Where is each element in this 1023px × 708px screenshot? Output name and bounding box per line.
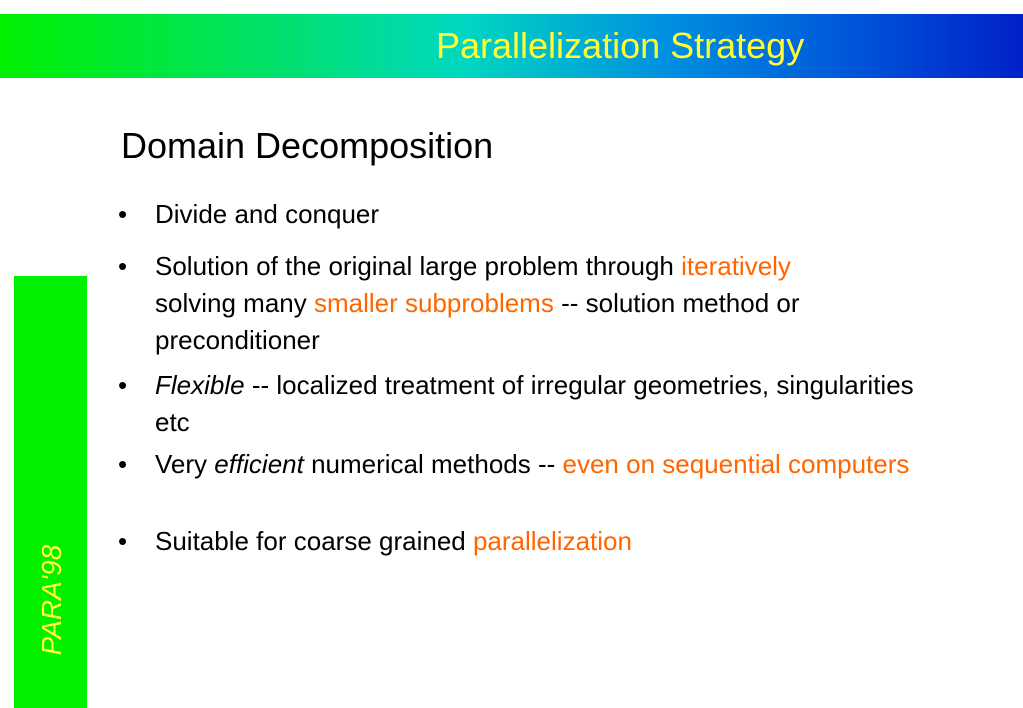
bullet-text-segment: Divide and conquer — [155, 199, 380, 229]
bullet-text-segment: numerical methods -- — [303, 449, 563, 479]
bullet-icon: • — [118, 526, 128, 556]
bullet-text — [155, 367, 945, 441]
sidebar-label: PARA'98 — [36, 544, 67, 656]
bullet-icon: • — [118, 251, 128, 281]
bullet-text-segment: -- localized treatment of irregular geometries, singularities etc — [155, 370, 914, 437]
highlight-text: even on sequential computers — [562, 449, 910, 479]
emphasis-text: efficient — [214, 449, 304, 479]
bullet-icon: • — [118, 370, 128, 400]
bullet-text — [155, 248, 945, 359]
bullet-text — [155, 196, 945, 233]
slide-title: Domain Decomposition — [121, 125, 494, 166]
bullet-text-segment: -- solution method or preconditioner — [155, 288, 800, 355]
bullet-text-segment: Suitable for coarse grained — [155, 526, 473, 556]
bullet-text — [155, 523, 945, 560]
bullet-icon: • — [118, 199, 128, 229]
bullet-text-segment: Solution of the original large problem through — [155, 251, 682, 281]
bullet-text-segment: Very — [155, 449, 215, 479]
header-title: Parallelization Strategy — [436, 25, 805, 66]
bullet-text — [155, 447, 945, 481]
emphasis-text: Flexible — [155, 370, 245, 400]
bullet-text-segment: solving many — [155, 288, 314, 318]
highlight-text: smaller subproblems — [313, 288, 554, 318]
bullet-icon: • — [118, 449, 128, 479]
highlight-text: iteratively — [681, 251, 791, 281]
highlight-text: parallelization — [472, 526, 632, 556]
